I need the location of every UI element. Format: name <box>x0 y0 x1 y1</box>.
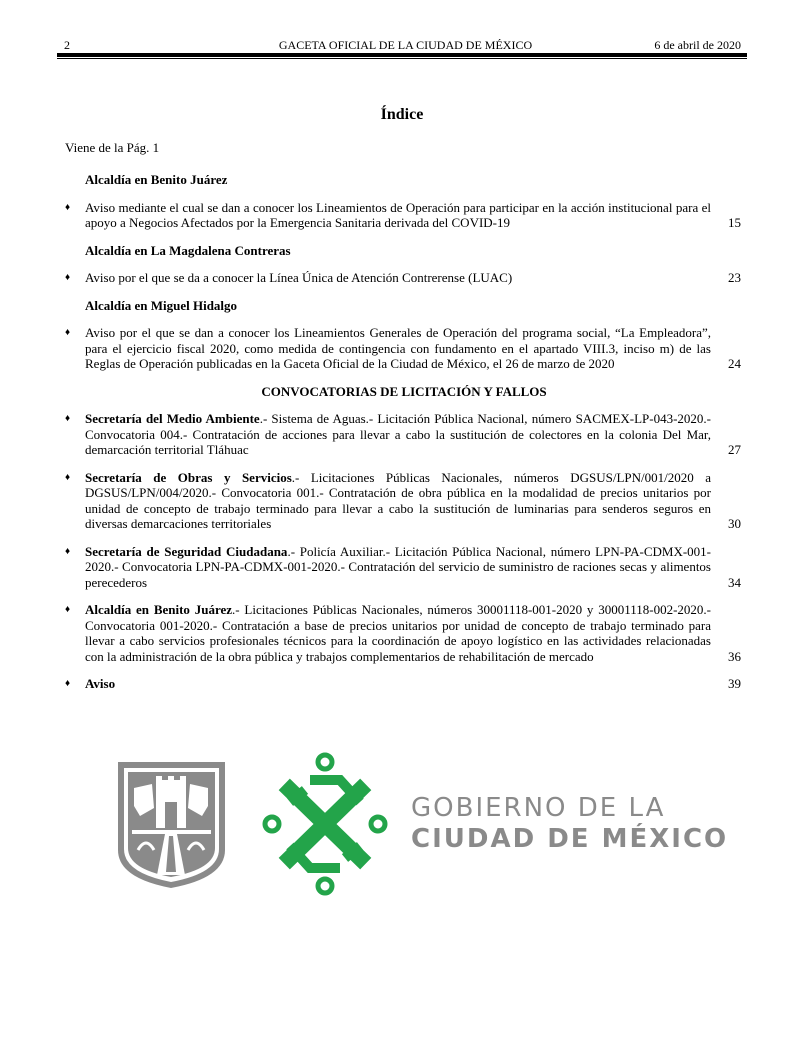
entry-agency: Secretaría de Seguridad Ciudadana <box>85 543 288 559</box>
entry-agency: Aviso <box>85 676 116 691</box>
entry-agency: Secretaría de Obras y Servicios <box>85 469 292 485</box>
entry-page: 30 <box>728 516 741 531</box>
diamond-bullet-icon: ♦ <box>65 272 71 283</box>
entry-agency: Alcaldía en Benito Juárez <box>85 602 233 617</box>
index-entry[interactable] <box>65 200 743 231</box>
entry-text: Aviso por el que se dan a conocer los Lineamientos Generales de Operación del programa social, “La Empleadora”, para el ejercicio fiscal 2020, como medida de contingencia con fundamento en el apartado VIII.3, inciso m) de las Reglas de Operación publicadas en la Gaceta Oficial de la Ciudad de México, el 26 de marzo de 2020 <box>85 325 711 371</box>
entry-page: 27 <box>728 442 741 457</box>
entry-page: 24 <box>728 356 741 371</box>
section-heading: CONVOCATORIAS DE LICITACIÓN Y FALLOS <box>261 383 547 399</box>
entry-description: .- Sistema de Aguas.- Licitación Pública Nacional, número SACMEX-LP-043-2020.- Convocatoria 004.- Contratación de acciones para llevar a cabo la sustitución de colectores en la colonia Del Mar, demarcación territorial Tláhuac <box>85 411 711 457</box>
index-entry[interactable] <box>65 270 743 286</box>
diamond-bullet-icon: ♦ <box>65 413 71 424</box>
diamond-bullet-icon: ♦ <box>65 327 71 338</box>
entry-page: 39 <box>728 676 741 691</box>
entry-text: Aviso por el que se da a conocer la Línea Única de Atención Contrerense (LUAC) <box>85 270 513 285</box>
entry-page: 23 <box>728 270 741 285</box>
entry-text <box>85 676 711 692</box>
entry-text <box>85 411 711 458</box>
section-heading: Alcaldía en La Magdalena Contreras <box>85 242 291 258</box>
page-number: 2 <box>64 38 70 52</box>
entry-description: .- Licitaciones Públicas Nacionales, números DGSUS/LPN/001/2020 a DGSUS/LPN/004/2020.- Convocatoria 001.- Contratación de obra pública en la modalidad de precios unitarios por unidad de concepto de trabajo terminado para llevar a cabo la sustitución de luminarias para senderos seguros en diversas demarcaciones territoriales <box>85 469 711 531</box>
cdmx-emblem-icon <box>265 755 385 893</box>
entry-description: .- Policía Auxiliar.- Licitación Pública Nacional, número LPN-PA-CDMX-001-2020.- Convocatoria LPN-PA-CDMX-001-2020.- Contratación del servicio de suministro de raciones secas y alimentos perecederos <box>85 543 711 590</box>
index-content <box>65 172 743 704</box>
issue-date: 6 de abril de 2020 <box>654 38 741 52</box>
header-rule-thin <box>57 58 747 59</box>
entry-text <box>85 470 711 532</box>
entry-page: 15 <box>728 215 741 230</box>
index-title: Índice <box>380 106 424 123</box>
entry-text: Aviso mediante el cual se dan a conocer los Lineamientos de Operación para participar en la acción institucional para el apoyo a Negocios Afectados por la Emergencia Sanitaria derivada del COVID-19 <box>85 199 711 230</box>
entry-description: .- Licitaciones Públicas Nacionales, números 30001118-001-2020 y 30001118-002-2020.- Convocatoria 001-2020.- Contratación a base de precios unitarios por unidad de concepto de trabajo terminado para llevar a cabo servicios profesionales técnicos para la coordinación de apoyo logístico en las actividades relacionadas con la administración de la obra pública y trabajos complementarios de rehabilitación de mercado <box>85 602 711 664</box>
section-heading: Alcaldía en Miguel Hidalgo <box>85 297 238 313</box>
org-name-line2: CIUDAD DE MÉXICO <box>411 824 729 854</box>
coat-of-arms-icon <box>118 762 225 888</box>
header-rule-thick <box>57 53 747 57</box>
section-heading: Alcaldía en Benito Juárez <box>85 172 228 187</box>
index-entry[interactable] <box>65 676 743 692</box>
entry-page: 36 <box>728 648 741 664</box>
diamond-bullet-icon: ♦ <box>65 545 71 557</box>
entry-text <box>85 544 711 591</box>
continued-note: Viene de la Pág. 1 <box>65 140 160 155</box>
entry-text <box>85 602 711 664</box>
diamond-bullet-icon: ♦ <box>65 604 71 615</box>
entry-agency: Secretaría del Medio Ambiente <box>85 411 260 426</box>
org-name-line1: GOBIERNO DE LA <box>411 793 666 823</box>
index-entry[interactable] <box>65 544 743 591</box>
diamond-bullet-icon: ♦ <box>65 678 71 689</box>
entry-page: 34 <box>728 574 741 590</box>
diamond-bullet-icon: ♦ <box>65 471 71 483</box>
index-entry[interactable] <box>65 325 743 372</box>
index-entry[interactable] <box>65 411 743 458</box>
page-header <box>64 38 747 54</box>
diamond-bullet-icon: ♦ <box>65 201 71 213</box>
index-entry[interactable] <box>65 470 743 532</box>
index-entry[interactable] <box>65 602 743 664</box>
gazette-title: GACETA OFICIAL DE LA CIUDAD DE MÉXICO <box>278 38 533 52</box>
